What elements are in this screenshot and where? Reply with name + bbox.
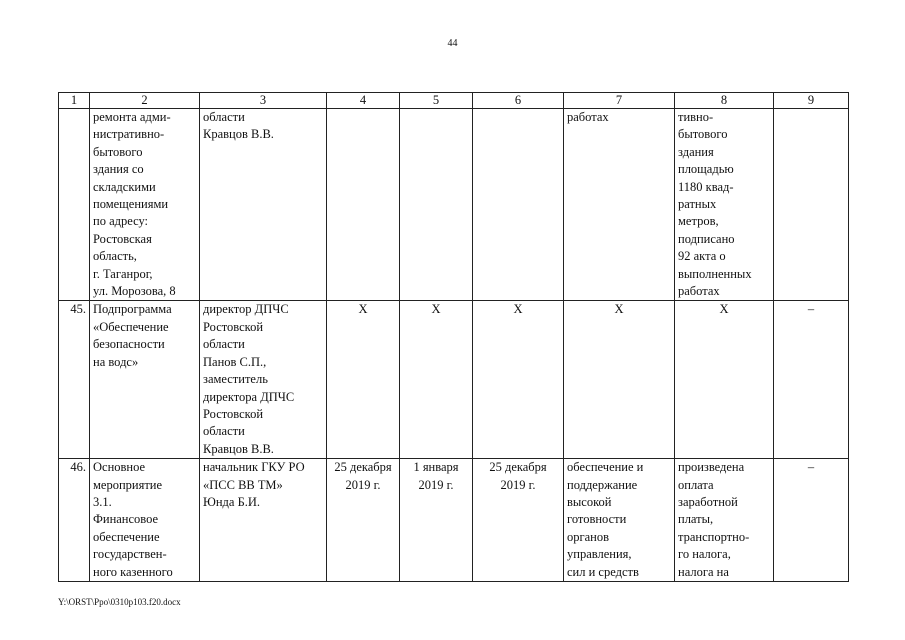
cell-text-line: область, [93,249,137,264]
actual-date-cell [473,459,564,582]
note-cell [774,301,849,459]
report-table [58,92,849,582]
cell-text-line: поддержание [567,477,638,492]
cell-text-line: «ПСС ВВ ТМ» [203,477,283,492]
header-cell: 1 [59,93,90,109]
cell-text-line: области [203,110,245,124]
cell-text-line: оплата [678,477,714,492]
executor-cell [200,459,327,582]
cell-text-line: выполненных [678,266,752,281]
cell-text-line: 2019 г. [418,477,454,492]
cell-text-line: платы, [678,512,714,527]
cell-text-line: обеспечение и [567,460,644,475]
cell-text-line: 92 акта о [678,249,726,264]
expected-result-cell [564,301,675,459]
cell-text-line: «Обеспечение [93,319,169,334]
cell-text-line: работах [678,284,720,299]
cell-text-line: безопасности [93,337,165,352]
header-cell: 9 [774,93,849,109]
planned-start-cell [327,459,400,582]
cell-text-line: здания со [93,162,144,177]
cell-text-line: Юнда Б.И. [203,494,261,509]
cell-text-line: работах [567,110,609,124]
note-cell [774,459,849,582]
cell-text-line: Х [513,302,523,317]
measure-name-cell [90,301,200,459]
cell-text-line: органов [567,529,610,544]
cell-text-line: директора ДПЧС [203,389,295,404]
actual-date-cell [473,109,564,301]
planned-end-cell [400,301,473,459]
header-cell: 2 [90,93,200,109]
row-number-cell [59,459,90,582]
planned-end-cell [400,459,473,582]
cell-text-line: ремонта адми- [93,110,171,124]
executor-cell [200,109,327,301]
cell-text-line: Ростовской [203,406,264,421]
cell-text-line: готовности [567,512,627,527]
cell-text-line: заработной [678,494,738,509]
cell-text-line: Ростовской [203,319,264,334]
cell-text-line: 3.1. [93,494,112,509]
cell-text-line: по адресу: [93,214,149,229]
cell-text-line: налога на [678,564,729,579]
expected-result-cell [564,459,675,582]
cell-text-line: ул. Морозова, 8 [93,284,176,299]
cell-text-line: области [203,424,245,439]
table-row [59,109,849,301]
cell-text-line: бытового [678,127,728,142]
planned-start-cell [327,301,400,459]
planned-start-cell [327,109,400,301]
header-cell: 6 [473,93,564,109]
cell-text-line: 45. [70,302,86,317]
cell-text-line: площадью [678,162,734,177]
cell-text-line: 1 января [413,460,459,475]
cell-text-line: на водс» [93,354,139,369]
cell-text-line: управления, [567,547,632,562]
cell-text-line: Кравцов В.В. [203,441,274,456]
row-number-cell [59,301,90,459]
cell-text-line: ного казенного [93,564,173,579]
cell-text-line: метров, [678,214,719,229]
footer-file-path: Y:\ORST\Ppo\0310p103.f20.docx [58,597,181,607]
cell-text-line: подписано [678,231,735,246]
cell-text-line: сил и средств [567,564,639,579]
cell-text-line: нистративно- [93,127,165,142]
actual-result-cell [675,301,774,459]
cell-text-line: 1180 квад- [678,179,734,194]
executor-cell [200,301,327,459]
header-cell: 7 [564,93,675,109]
planned-end-cell [400,109,473,301]
header-cell: 3 [200,93,327,109]
cell-text-line: Х [719,302,729,317]
table-header-row [59,93,849,109]
expected-result-cell [564,109,675,301]
cell-text-line: Основное [93,460,146,475]
actual-result-cell [675,109,774,301]
cell-text-line: Х [431,302,441,317]
measure-name-cell [90,459,200,582]
actual-date-cell [473,301,564,459]
cell-text-line: 25 декабря [489,460,547,475]
cell-text-line: – [807,302,815,317]
actual-result-cell [675,459,774,582]
cell-text-line: бытового [93,144,143,159]
cell-text-line: заместитель [203,372,268,387]
cell-text-line: обеспечение [93,529,160,544]
cell-text-line: государствен- [93,547,167,562]
cell-text-line: Кравцов В.В. [203,127,274,142]
cell-text-line: высокой [567,494,612,509]
cell-text-line: Подпрограмма [93,302,172,317]
cell-text-line: помещениями [93,197,169,212]
header-cell: 4 [327,93,400,109]
cell-text-line: Ростовская [93,231,152,246]
cell-text-line: транспортно- [678,529,750,544]
cell-text-line: 46. [70,460,86,475]
cell-text-line: Х [614,302,624,317]
cell-text-line: го налога, [678,547,731,562]
cell-text-line: Панов С.П., [203,354,267,369]
header-cell: 8 [675,93,774,109]
row-number-cell [59,109,90,301]
cell-text-line: области [203,337,245,352]
note-cell [774,109,849,301]
table-row [59,459,849,582]
cell-text-line: здания [678,144,714,159]
cell-text-line: складскими [93,179,156,194]
cell-text-line: директор ДПЧС [203,302,289,317]
cell-text-line: – [807,460,815,475]
cell-text-line: 2019 г. [500,477,536,492]
cell-text-line: 25 декабря [334,460,392,475]
cell-text-line: г. Таганрог, [93,266,153,281]
cell-text-line: 2019 г. [345,477,381,492]
cell-text-line: мероприятие [93,477,163,492]
cell-text-line: ратных [678,197,717,212]
page-number: 44 [447,38,458,49]
table-row [59,301,849,459]
measure-name-cell [90,109,200,301]
cell-text-line: тивно- [678,110,714,124]
cell-text-line: Х [358,302,368,317]
header-cell: 5 [400,93,473,109]
cell-text-line: начальник ГКУ РО [203,460,305,475]
cell-text-line: Финансовое [93,512,159,527]
cell-text-line: произведена [678,460,745,475]
